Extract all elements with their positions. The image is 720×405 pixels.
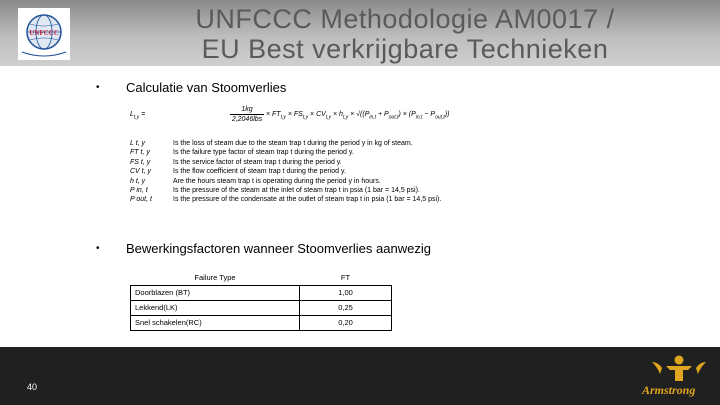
formula-fraction — [230, 106, 264, 123]
formula-denominator: 2,2046lbs — [231, 116, 263, 123]
table-row — [131, 300, 392, 315]
table-header-row — [131, 270, 392, 285]
definition-row — [130, 167, 441, 176]
definition-symbol: P in, t — [130, 187, 148, 195]
formula-rhs: × $FT_{t,y} \times FS_{t,y} \times CV_{t,y} \times h_{t,y} \times √((P_{in,t} + P_{out,t}) \times (P_{in,t} - P_{out,t}))$ — [266, 111, 450, 121]
table-cell-type: Snel schakelen(RC) — [131, 315, 300, 330]
page-number: 40 — [27, 382, 38, 392]
definition-row — [130, 177, 441, 186]
title-line-1: UNFCCC Methodologie AM0017 / — [195, 4, 615, 34]
definition-row — [130, 139, 441, 148]
definition-row — [130, 195, 441, 204]
table-cell-type: Doorblazen (BT) — [131, 285, 300, 300]
bullet-dot-icon: • — [96, 82, 100, 93]
table-row — [131, 315, 392, 330]
table-row — [131, 285, 392, 300]
formula-numerator: 1kg — [230, 106, 264, 115]
slide-footer — [0, 347, 720, 405]
definition-symbol: FS t, y — [130, 158, 151, 166]
definition-text: Is the pressure of the condensate at the outlet of steam trap t in psia (1 bar = 14,5 psi). — [173, 196, 442, 204]
slide-title — [100, 4, 710, 64]
variable-definitions — [130, 139, 441, 205]
definition-text: Are the hours steam trap t is operating during the period y in hours. — [173, 177, 381, 185]
bullet-dot-icon: • — [96, 243, 100, 254]
definition-row — [130, 158, 441, 167]
failure-type-table — [130, 270, 392, 331]
title-line-2: EU Best verkrijgbare Technieken — [201, 34, 609, 64]
svg-text:UNFCCC: UNFCCC — [29, 29, 59, 37]
definition-symbol: h t, y — [130, 177, 146, 185]
formula-lhs: $L_{t,y}$ = — [130, 111, 146, 121]
definition-symbol: CV t, y — [130, 168, 152, 176]
definition-text: Is the failure type factor of steam trap t during the period y. — [173, 149, 354, 157]
armstrong-brand-text: Armstrong — [642, 383, 696, 397]
definition-row — [130, 148, 441, 157]
unfccc-logo-icon — [18, 8, 70, 60]
definition-text: Is the pressure of the steam at the inlet of steam trap t in psia (1 bar = 14,5 psi). — [173, 187, 420, 195]
definition-row — [130, 186, 441, 195]
table-cell-type: Lekkend(LK) — [131, 300, 300, 315]
bullet-text: Calculatie van Stoomverlies — [126, 80, 287, 95]
table-cell-ft: 0,25 — [300, 300, 392, 315]
table-header-failure-type: Failure Type — [131, 270, 300, 285]
table-cell-ft: 0,20 — [300, 315, 392, 330]
definition-symbol: L t, y — [130, 140, 146, 147]
definition-text: Is the flow coefficient of steam trap t during the period y. — [173, 168, 346, 176]
definition-symbol: FT t, y — [130, 149, 150, 157]
table-cell-ft: 1,00 — [300, 285, 392, 300]
definition-text: Is the service factor of steam trap t during the period y. — [173, 158, 342, 166]
bullet-text: Bewerkingsfactoren wanneer Stoomverlies aanwezig — [126, 241, 431, 256]
definition-symbol: P out, t — [130, 196, 152, 204]
slide-header — [0, 0, 720, 66]
definition-text: Is the loss of steam due to the steam trap t during the period y in kg of steam. — [173, 140, 413, 147]
table-header-ft: FT — [300, 270, 392, 285]
